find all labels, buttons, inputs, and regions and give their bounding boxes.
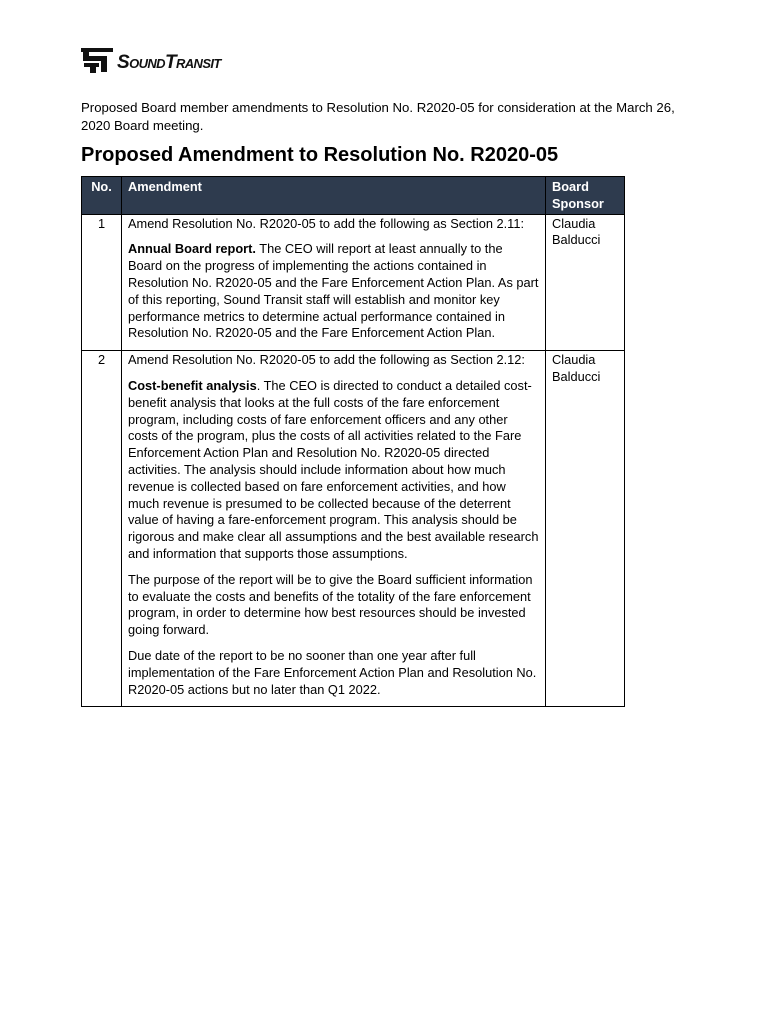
sponsor-cell: Claudia Balducci bbox=[546, 351, 625, 707]
amendment-lead: Cost-benefit analysis bbox=[128, 377, 257, 393]
amendment-intro: Amend Resolution No. R2020-05 to add the following as Section 2.11: bbox=[128, 215, 525, 231]
amendment-text bbox=[128, 241, 539, 342]
header-amendment: Amendment bbox=[122, 177, 546, 215]
table-row bbox=[82, 351, 625, 707]
logo-wordmark: SoundTransit bbox=[117, 52, 221, 73]
table-header-row bbox=[82, 177, 625, 215]
header-sponsor: Board Sponsor bbox=[546, 177, 625, 215]
amendment-lead: Annual Board report. bbox=[128, 241, 256, 257]
amendment-text bbox=[128, 378, 539, 563]
amendment-paragraph: Due date of the report to be no sooner than one year after full implementation of the Fare Enforcement Action Plan and Resolution No. R2020-05 actions but no later than Q1 2022. bbox=[128, 647, 537, 697]
amendment-body: The CEO will report at least annually to the Board on the progress of implementing the actions contained in Resolution No. R2020-05 and the Fare Enforcement Action Plan. As part of this reporting, Sound Transit staff will establish and monitor key performance metrics to determine actual performance contained in Resolution No. R2020-05 and the Fare Enforcement Action Plan. bbox=[128, 241, 539, 341]
amendment-intro: Amend Resolution No. R2020-05 to add the following as Section 2.12: bbox=[128, 352, 525, 368]
amendment-cell bbox=[122, 214, 546, 351]
amendment-cell bbox=[122, 351, 546, 707]
header-no: No. bbox=[82, 177, 122, 215]
amendment-body: . The CEO is directed to conduct a detailed cost-benefit analysis that looks at the full costs of the fare enforcement program, including costs of fare enforcement officers and any other costs of the program, plus the costs of all activities related to the Fare Enforcement Action Plan and Resolution No. R2020-05 directed activities. The analysis should include information about how much revenue is collected based on fare enforcement activities, and how much revenue is presumed to be collected because of the deterrent value of having a fare-enforcement program. This analysis should be rigorous and make clear all assumptions and the best available research and information that supports those assumptions. bbox=[128, 377, 539, 561]
sound-transit-logo bbox=[81, 45, 221, 75]
table-row bbox=[82, 214, 625, 351]
amendments-table bbox=[81, 176, 625, 707]
row-number: 1 bbox=[82, 214, 122, 351]
row-number: 2 bbox=[82, 351, 122, 707]
amendment-paragraph: The purpose of the report will be to give the Board sufficient information to evaluate the costs and benefits of the totality of the fare enforcement program, in order to determine how best resources should be invested going forward. bbox=[128, 571, 533, 638]
sponsor-cell: Claudia Balducci bbox=[546, 214, 625, 351]
page-title: Proposed Amendment to Resolution No. R2020-05 bbox=[81, 144, 559, 166]
intro-text: Proposed Board member amendments to Resolution No. R2020-05 for consideration at the March 26, 2020 Board meeting. bbox=[81, 100, 675, 133]
sound-transit-logo-mark-icon bbox=[81, 46, 113, 74]
